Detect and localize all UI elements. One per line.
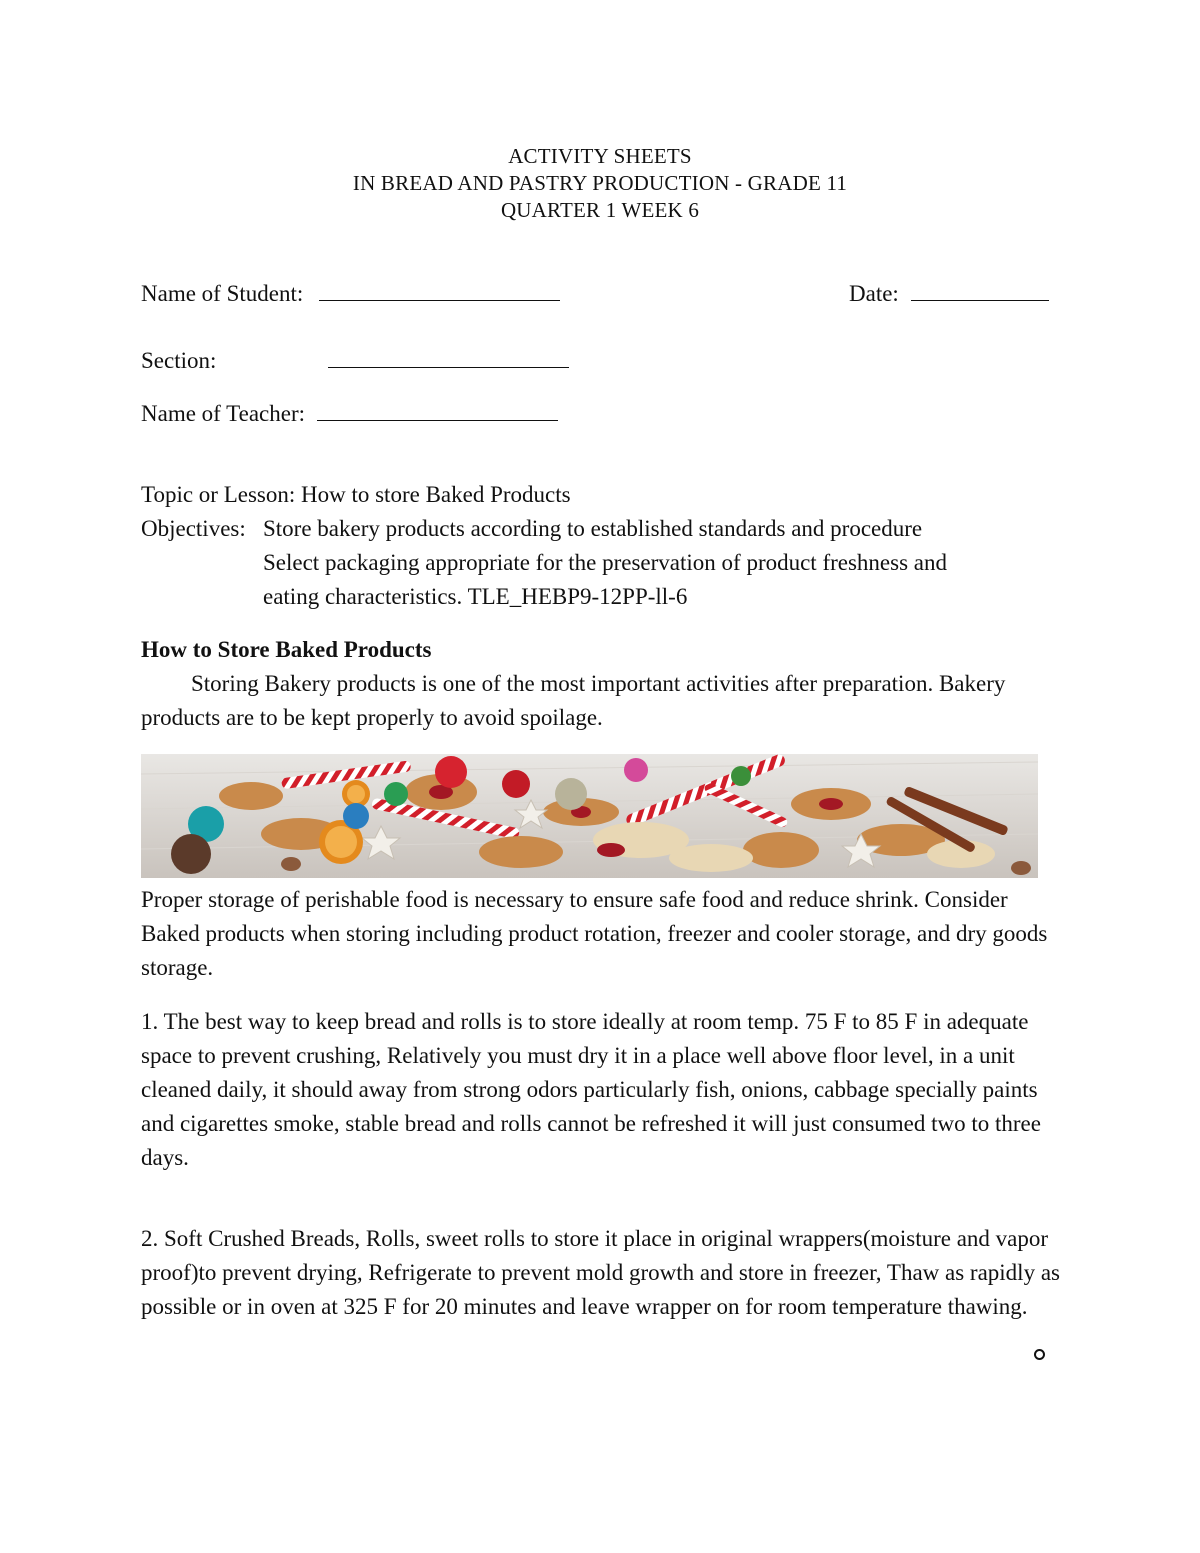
header-quarter: QUARTER 1 WEEK 6 — [500, 198, 700, 222]
item-1-paragraph — [141, 1005, 1061, 1175]
storage-intro-paragraph — [141, 883, 1061, 985]
objective-2-line-1: Select packaging appropriate for the preservation of product freshness and — [263, 550, 947, 575]
date-field — [849, 278, 1049, 308]
student-name-label: Name of Student: — [141, 281, 304, 306]
date-label: Date: — [849, 281, 899, 306]
objectives-row — [141, 515, 246, 543]
intro-text: Storing Bakery products is one of the most important activities after preparation. Bakery products are to be kept properly to avoid spoilage. — [141, 671, 1006, 730]
storage-intro-text: Proper storage of perishable food is necessary to ensure safe food and reduce shrink. Consider Baked products when storing including product rotation, freezer and cooler storage, and dry goods storage. — [141, 887, 1048, 980]
student-name-blank[interactable] — [319, 278, 560, 301]
document-header — [0, 143, 1200, 224]
section-blank[interactable] — [328, 345, 569, 368]
intro-paragraph — [141, 667, 1061, 735]
degree-symbol-mark — [1034, 1349, 1045, 1360]
date-blank[interactable] — [911, 278, 1049, 301]
section-field — [141, 345, 569, 375]
item-1-text: 1. The best way to keep bread and rolls is to store ideally at room temp. 75 F to 85 F in adequate space to prevent crushing, Relatively you must dry it in a place well above floor level, in a unit cleaned daily, it should away from strong odors particularly fish, onions, cabbage specially paints and cigarettes smoke, stable bread and rolls cannot be refreshed it will just consumed two to three days. — [141, 1009, 1041, 1170]
objective-2-line-2: eating characteristics. TLE_HEBP9-12PP-ll-6 — [263, 584, 688, 609]
header-subject: IN BREAD AND PASTRY PRODUCTION - GRADE 11 — [352, 171, 848, 195]
item-2-text: 2. Soft Crushed Breads, Rolls, sweet rolls to store it place in original wrappers(moisture and vapor proof)to prevent drying, Refrigerate to prevent mold growth and store in freezer, Thaw as rapidly as possible or in oven at 325 F for 20 minutes and leave wrapper on for room temperature thawing. — [141, 1226, 1060, 1319]
section-heading: How to Store Baked Products — [141, 637, 432, 662]
objectives-label: Objectives: — [141, 516, 246, 541]
header-title: ACTIVITY SHEETS — [508, 144, 692, 168]
student-name-field — [141, 278, 560, 308]
objective-1: Store bakery products according to established standards and procedure — [263, 516, 923, 541]
item-2-paragraph — [141, 1222, 1061, 1324]
section-label: Section: — [141, 348, 217, 373]
bakery-products-image — [141, 754, 1038, 878]
teacher-name-field — [141, 398, 558, 428]
teacher-name-label: Name of Teacher: — [141, 401, 305, 426]
topic-line: Topic or Lesson: How to store Baked Products — [141, 482, 571, 507]
cookies-and-candy-illustration — [141, 754, 1038, 878]
teacher-name-blank[interactable] — [317, 398, 558, 421]
